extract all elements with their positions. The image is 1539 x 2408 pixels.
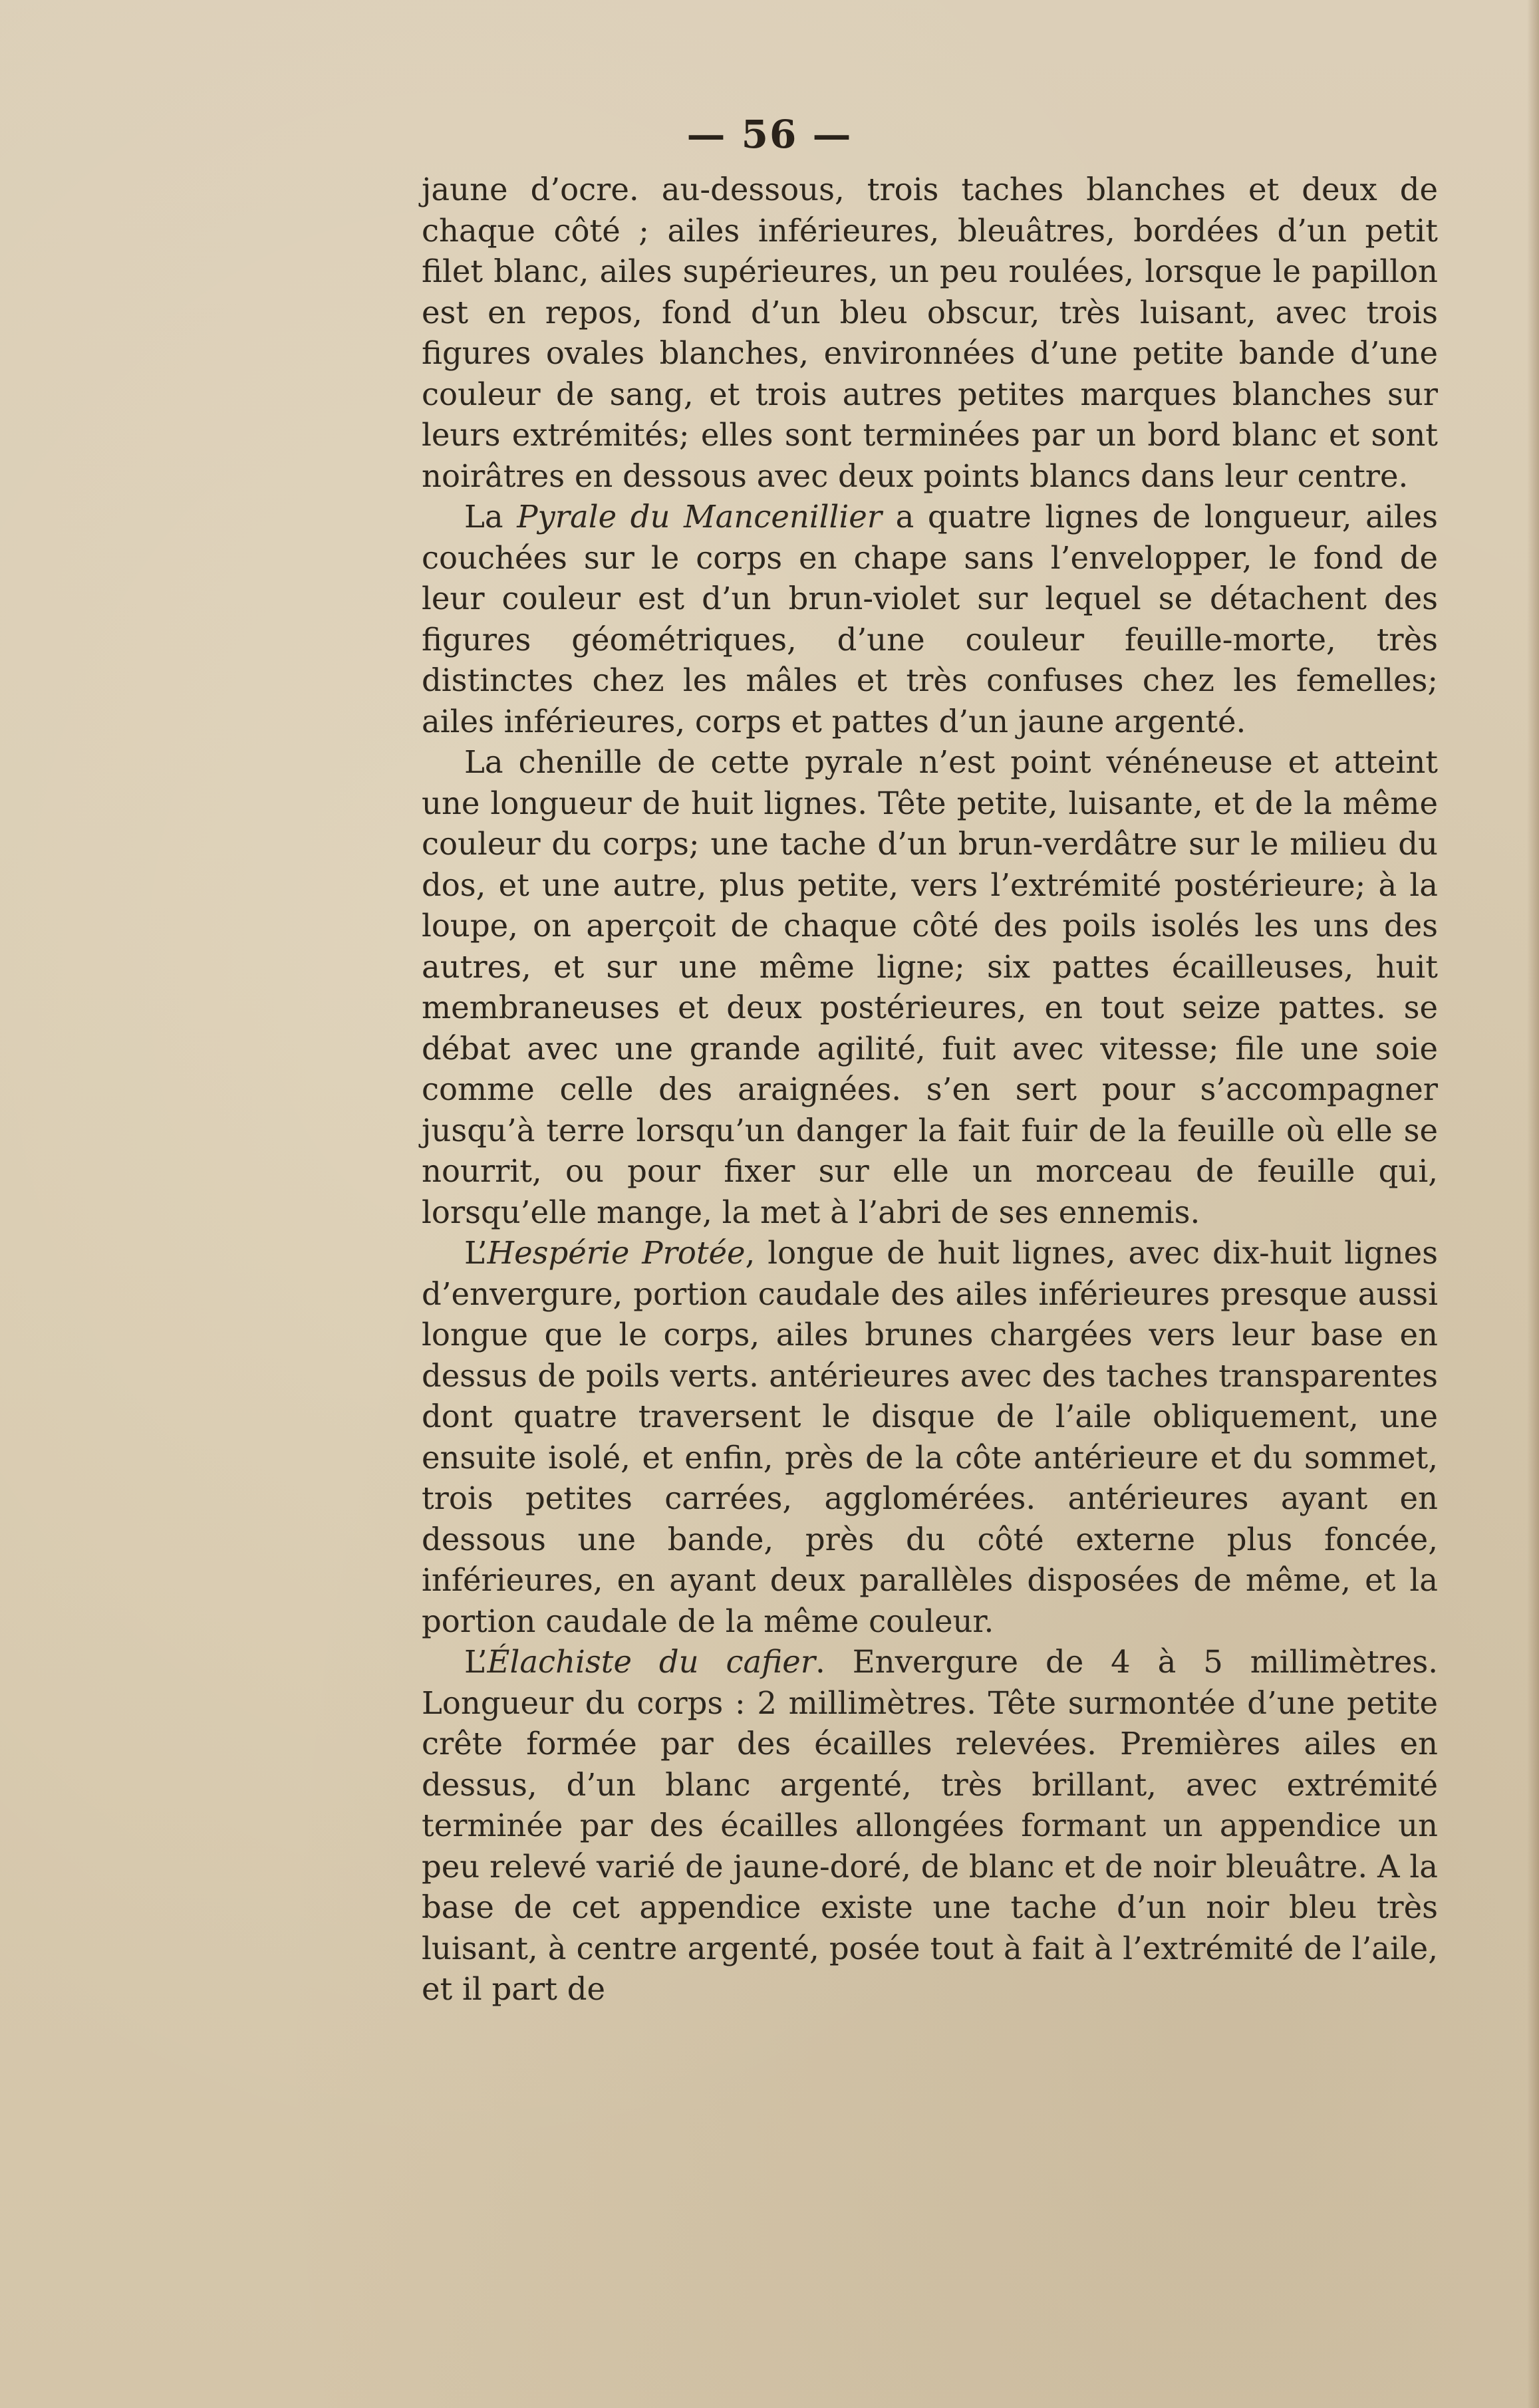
body-text [422,170,1438,2010]
paragraph-chenille [422,742,1438,1233]
paragraph-continuation [422,170,1438,497]
species-name: Élachiste du cafier [487,1644,816,1680]
paragraph-pyrale [422,497,1438,742]
text-segment: jaune d’ocre. au-dessous, trois taches blanches et deux de chaque côté ; ailes inférieures, bleuâtres, bordées d’un petit filet blanc, ailes supérieures, un peu roulées, lorsque le papillon est en repos, fond d’un bleu obscur, très luisant, avec trois figures ovales blanches, environnées d’une petite bande d’une couleur de sang, et trois autres petites marques blanches sur leurs extrémités; elles sont terminées par un bord blanc et sont noirâtres en dessous avec deux points blancs dans leur centre. [422,172,1438,494]
page-number: — 56 — [686,112,853,157]
paragraph-elachiste [422,1642,1438,2010]
species-name: Pyrale du Mancenillier [517,499,883,535]
text-segment: . Envergure de 4 à 5 millimètres. Longueur du corps : 2 millimètres. Tête surmontée d’une petite crête formée par des écailles relevées. Premières ailes en dessus, d’un blanc argenté, très brillant, avec extrémité terminée par des écailles allongées formant un appendice un peu relevé varié de jaune-doré, de blanc et de noir bleuâtre. A la base de cet appendice existe une tache d’un noir bleu très luisant, à centre argenté, posée tout à fait à l’extrémité de l’aile, et il part de [422,1644,1438,2007]
text-segment: , longue de huit lignes, avec dix-huit lignes d’envergure, portion caudale des ailes inférieures presque aussi longue que le corps, ailes brunes chargées vers leur base en dessus de poils verts. antérieures avec des taches transparentes dont quatre traversent le disque de l’aile obliquement, une ensuite isolé, et enfin, près de la côte antérieure et du sommet, trois petites carrées, agglomérées. antérieures ayant en dessous une bande, près du côté externe plus foncée, inférieures, en ayant deux parallèles disposées de même, et la portion caudale de la même couleur. [422,1235,1438,1639]
text-segment: L’ [464,1235,488,1271]
page-edge-shadow [1527,0,1539,2408]
text-segment: a quatre lignes de longueur, ailes couchées sur le corps en chape sans l’envelopper, le fond de leur couleur est d’un brun-violet sur lequel se détachent des figures géométriques, d’une couleur feuille-morte, très distinctes chez les mâles et très confuses chez les femelles; ailes inférieures, corps et pattes d’un jaune argenté. [422,499,1439,739]
text-segment: La chenille de cette pyrale n’est point vénéneuse et atteint une longueur de huit lignes. Tête petite, luisante, et de la même couleur du corps; une tache d’un brun-verdâtre sur le milieu du dos, et une autre, plus petite, vers l’extrémité postérieure; à la loupe, on aperçoit de chaque côté des poils isolés les uns des autres, et sur une même ligne; six pattes écailleuses, huit membraneuses et deux postérieures, en tout seize pattes. se débat avec une grande agilité, fuit avec vitesse; file une soie comme celle des araignées. s’en sert pour s’accompagner jusqu’à terre lorsqu’un danger la fait fuir de la feuille où elle se nourrit, ou pour fixer sur elle un morceau de feuille qui, lorsqu’elle mange, la met à l’abri de ses ennemis. [422,744,1438,1230]
text-segment: La [464,499,517,535]
paragraph-hesperie [422,1233,1438,1642]
species-name: Hespérie Protée [487,1235,746,1271]
text-segment: L’ [464,1644,488,1680]
